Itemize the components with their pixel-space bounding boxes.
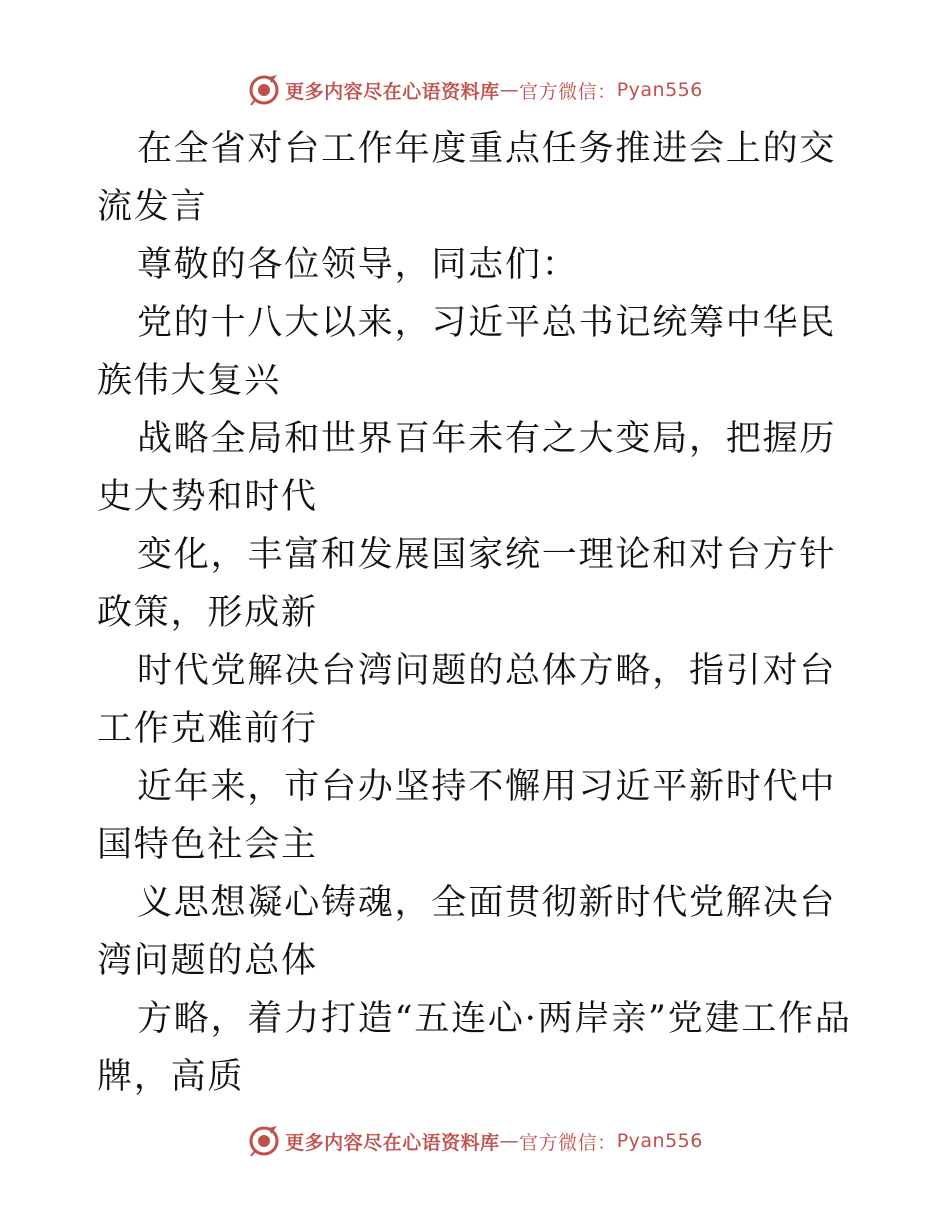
body-paragraph: 近年来，市台办坚持不懈用习近平新时代中国特色社会主 <box>97 767 837 865</box>
document-body <box>97 120 857 1106</box>
body-paragraph: 时代党解决台湾问题的总体方略，指引对台工作克难前行 <box>97 651 837 749</box>
body-paragraph: 战略全局和世界百年未有之大变局，把握历史大势和时代 <box>97 419 837 517</box>
header-watermark <box>0 70 950 110</box>
quill-logo-icon <box>247 1124 281 1158</box>
body-paragraph: 党的十八大以来，习近平总书记统筹中华民族伟大复兴 <box>97 303 837 401</box>
watermark-main-text: 更多内容尽在心语资料库 <box>285 80 500 103</box>
body-paragraph: 变化，丰富和发展国家统一理论和对台方针政策，形成新 <box>97 535 837 633</box>
watermark-account-label: 官方微信： <box>519 80 617 103</box>
watermark-main-text: 更多内容尽在心语资料库 <box>285 1131 500 1154</box>
quill-logo-icon <box>247 73 281 107</box>
watermark-separator: — <box>499 1130 520 1152</box>
watermark-account-id: Pyan556 <box>616 1130 703 1152</box>
watermark-account-id: Pyan556 <box>616 79 703 101</box>
footer-watermark <box>0 1121 950 1161</box>
salutation: 尊敬的各位领导，同志们： <box>137 245 579 285</box>
body-paragraph: 义思想凝心铸魂，全面贯彻新时代党解决台湾问题的总体 <box>97 883 837 981</box>
watermark-account-label: 官方微信： <box>519 1131 617 1154</box>
body-paragraph: 方略，着力打造“五连心·两岸亲”党建工作品牌，高质 <box>97 999 852 1097</box>
watermark-separator: — <box>499 79 520 101</box>
document-title: 在全省对台工作年度重点任务推进会上的交流发言 <box>97 129 837 227</box>
